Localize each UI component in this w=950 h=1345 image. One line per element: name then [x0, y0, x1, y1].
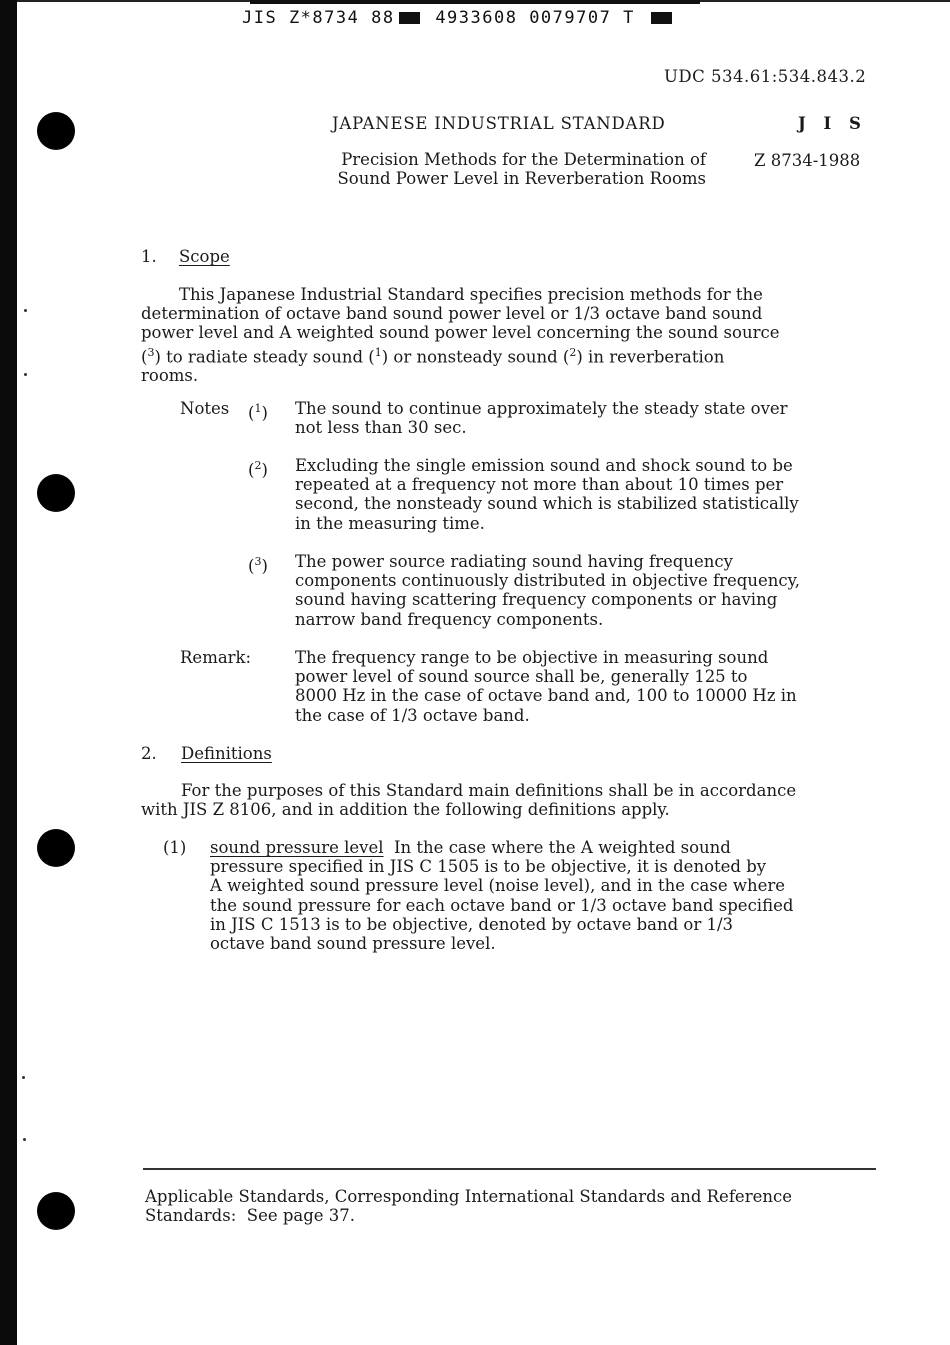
black-block-icon [651, 12, 672, 24]
scan-speck [24, 309, 27, 312]
document-barcode-line [242, 8, 676, 28]
section-title-definitions: Definitions [181, 744, 272, 763]
remark-line: The frequency range to be objective in measuring sound [295, 648, 769, 667]
footer-note [145, 1187, 792, 1225]
remark-line: 8000 Hz in the case of octave band and, 100 to 10000 Hz in [295, 686, 797, 706]
note-number: 1 [254, 402, 262, 415]
footer-line: Applicable Standards, Corresponding International Standards and Reference [145, 1187, 792, 1206]
note-line: components continuously distributed in objective frequency, [295, 571, 800, 591]
paragraph-line: with JIS Z 8106, and in addition the following definitions apply. [141, 800, 670, 820]
definitions-intro [141, 781, 886, 819]
remark-text [295, 648, 885, 725]
note-mark-3: ($^3$) [248, 555, 268, 576]
paragraph-line [141, 343, 886, 367]
remark-line: power level of sound source shall be, generally 125 to [295, 667, 748, 687]
definition-line: A weighted sound pressure level (noise level), and in the case where [210, 876, 785, 896]
note-line: The sound to continue approximately the steady state over [295, 399, 788, 418]
punch-hole-icon [37, 829, 75, 867]
paragraph-line: rooms. [141, 366, 199, 386]
punch-hole-icon [37, 474, 75, 512]
jis-tag: J I S [798, 114, 867, 133]
paragraph-line: This Japanese Industrial Standard specifies precision methods for the [179, 285, 763, 304]
paragraph-line: power level and A weighted sound power level concerning the sound source [141, 323, 780, 343]
definition-term: sound pressure level [210, 838, 384, 857]
footer-line: Standards: See page 37. [145, 1206, 356, 1226]
definition-first-line [210, 838, 890, 857]
note-line: narrow band frequency components. [295, 609, 604, 629]
note-number: 3 [254, 555, 262, 568]
title-line-2: Sound Power Level in Reverberation Rooms [337, 169, 706, 189]
remark-label: Remark: [180, 648, 252, 667]
text: ) or nonsteady sound ( [381, 347, 570, 367]
note-line: Excluding the single emission sound and shock sound to be [295, 456, 793, 475]
paragraph-line: determination of octave band sound power level or 1/3 octave band sound [141, 304, 763, 324]
note-line: second, the nonsteady sound which is stabilized statistically [295, 494, 799, 514]
scan-speck [23, 1138, 26, 1141]
definition-line: the sound pressure for each octave band or 1/3 octave band specified [210, 895, 794, 915]
punch-hole-icon [37, 112, 75, 150]
punch-hole-icon [37, 1192, 75, 1230]
black-block-icon [399, 12, 420, 24]
note-line: repeated at a frequency not more than about 10 times per [295, 475, 784, 495]
note-line: sound having scattering frequency components or having [295, 590, 778, 610]
note-number: 2 [254, 459, 262, 472]
document-title [300, 150, 706, 188]
definition-item [210, 838, 890, 953]
scope-paragraph [141, 285, 886, 386]
section-title-scope: Scope [179, 247, 230, 266]
text: ( [141, 347, 148, 367]
definition-number: (1) [163, 838, 187, 857]
title-line-1: Precision Methods for the Determination of [341, 150, 706, 169]
udc-number: UDC 534.61:534.843.2 [664, 67, 867, 86]
standard-number: Z 8734-1988 [754, 151, 861, 170]
remark-line: the case of 1/3 octave band. [295, 705, 530, 725]
note-2-text [295, 456, 885, 533]
definition-line: in JIS C 1513 is to be objective, denoted by octave band or 1/3 [210, 914, 734, 934]
scan-edge-strip [0, 0, 17, 1345]
note-3-text [295, 552, 885, 629]
text: In the case where the A weighted sound [383, 838, 731, 857]
scan-speck [22, 1076, 25, 1079]
note-ref: 2 [569, 345, 577, 359]
scan-top-bar [250, 0, 700, 4]
note-mark-2: ($^2$) [248, 459, 268, 480]
section-number: 1. [141, 247, 157, 266]
note-line: not less than 30 sec. [295, 418, 467, 438]
footer-divider [143, 1168, 876, 1170]
notes-label: Notes [180, 399, 230, 418]
text: ) to radiate steady sound ( [154, 347, 375, 367]
definition-line: octave band sound pressure level. [210, 934, 496, 954]
text: ) in reverberation [576, 347, 725, 367]
note-line: The power source radiating sound having frequency [295, 552, 733, 571]
note-line: in the measuring time. [295, 513, 485, 533]
doc-code-right: 4933608 0079707 T [435, 8, 635, 28]
standard-name: JAPANESE INDUSTRIAL STANDARD [332, 114, 666, 133]
section-number: 2. [141, 744, 157, 763]
definition-line: pressure specified in JIS C 1505 is to be objective, it is denoted by [210, 857, 767, 877]
note-ref: 3 [147, 345, 155, 359]
note-mark-1: ($^1$) [248, 402, 268, 423]
doc-code-left: JIS Z*8734 88 [242, 8, 395, 28]
note-ref: 1 [374, 345, 382, 359]
paragraph-line: For the purposes of this Standard main definitions shall be in accordance [181, 781, 797, 800]
note-1-text [295, 399, 885, 437]
scan-speck [24, 373, 27, 376]
